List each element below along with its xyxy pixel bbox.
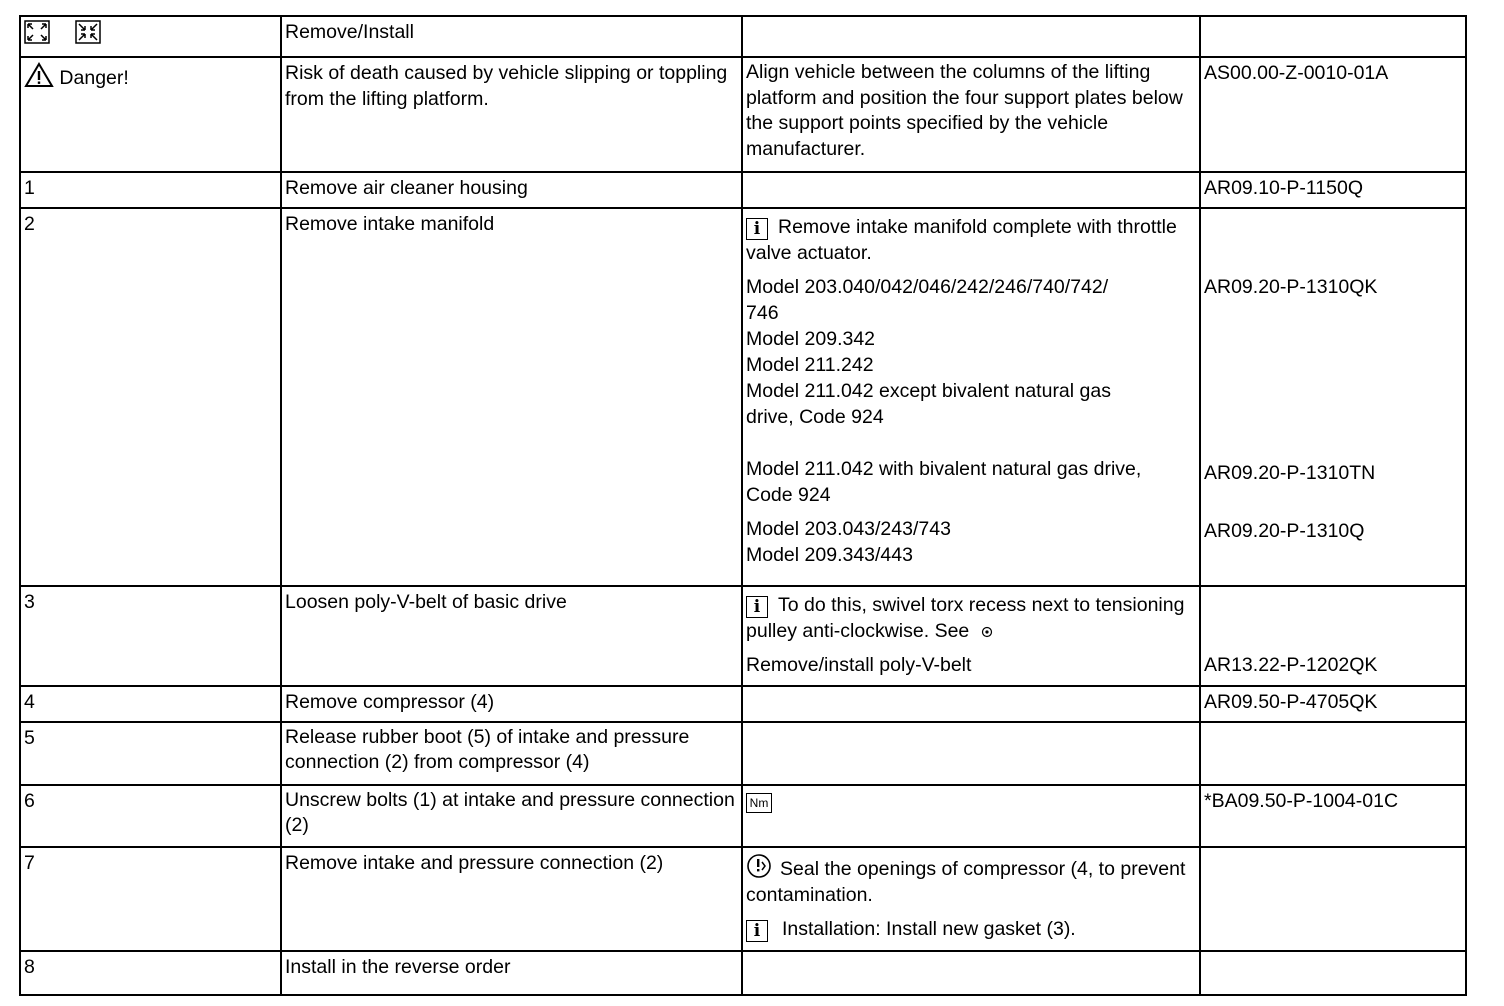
step-note	[742, 951, 1200, 995]
step-action: Unscrew bolts (1) at intake and pressure connection (2)	[281, 785, 742, 847]
model-line: drive, Code 924	[746, 406, 884, 428]
step-note	[742, 586, 1200, 686]
step-row	[20, 172, 1466, 208]
step-note	[742, 172, 1200, 208]
step-row	[20, 208, 1466, 586]
step-ref[interactable]: AR09.20-P-1310QK	[1204, 276, 1378, 298]
danger-ref[interactable]: AS00.00-Z-0010-01A	[1200, 57, 1466, 172]
procedure-table	[19, 15, 1467, 996]
model-line: Code 924	[746, 484, 831, 506]
step-ref	[1200, 722, 1466, 785]
info-icon: i	[746, 596, 768, 618]
step-number: 5	[20, 722, 281, 785]
link-icon	[981, 626, 993, 638]
step-row	[20, 586, 1466, 686]
step-action: Remove compressor (4)	[281, 686, 742, 722]
step-action: Remove intake manifold	[281, 208, 742, 586]
step-ref[interactable]: AR09.10-P-1150Q	[1200, 172, 1466, 208]
step-action: Remove intake and pressure connection (2)	[281, 847, 742, 951]
header-title: Remove/Install	[281, 16, 742, 57]
model-line: Model 209.342	[746, 328, 876, 350]
step-note	[742, 847, 1200, 951]
info-icon: i	[746, 920, 768, 942]
step-row	[20, 686, 1466, 722]
step-row	[20, 722, 1466, 785]
step-number: 6	[20, 785, 281, 847]
danger-risk: Risk of death caused by vehicle slipping or toppling from the lifting platform.	[281, 57, 742, 172]
danger-cell	[20, 57, 281, 172]
step-action: Install in the reverse order	[281, 951, 742, 995]
note-text: Remove intake manifold complete with throttle valve actuator.	[746, 216, 1177, 264]
step-ref-cell	[1200, 208, 1466, 586]
model-line: Model 203.043/243/743	[746, 518, 951, 540]
step-ref[interactable]: AR09.20-P-1310Q	[1204, 520, 1365, 542]
note-text: To do this, swivel torx recess next to tensioning pulley anti-clockwise. See	[746, 594, 1185, 642]
header-empty-cell	[1200, 16, 1466, 57]
step-note	[742, 785, 1200, 847]
step-ref	[1200, 951, 1466, 995]
header-icons-cell	[20, 16, 281, 57]
model-line: 746	[746, 302, 779, 324]
danger-label: Danger!	[59, 67, 129, 89]
step-action: Release rubber boot (5) of intake and pressure connection (2) from compressor (4)	[281, 722, 742, 785]
step-number: 3	[20, 586, 281, 686]
step-note	[742, 208, 1200, 586]
collapse-icon[interactable]	[75, 20, 101, 51]
seal-caution-icon	[746, 853, 772, 879]
danger-instruction: Align vehicle between the columns of the lifting platform and position the four support plates below the support points specified by the vehicle manufacturer.	[742, 57, 1200, 172]
model-line: Model 209.343/443	[746, 544, 913, 566]
step-ref-cell	[1200, 586, 1466, 686]
link-text[interactable]: Remove/install poly-V-belt	[746, 654, 972, 676]
step-number: 2	[20, 208, 281, 586]
step-row	[20, 847, 1466, 951]
step-row	[20, 785, 1466, 847]
model-line: Model 211.042 except bivalent natural gas	[746, 380, 1111, 402]
note-text: Seal the openings of compressor (4, to prevent contamination.	[746, 858, 1186, 906]
model-line: Model 211.042 with bivalent natural gas drive,	[746, 458, 1142, 480]
step-ref[interactable]: AR09.50-P-4705QK	[1200, 686, 1466, 722]
info-icon: i	[746, 218, 768, 240]
step-number: 4	[20, 686, 281, 722]
header-empty-cell	[742, 16, 1200, 57]
header-row	[20, 16, 1466, 57]
step-row	[20, 951, 1466, 995]
expand-icon[interactable]	[24, 20, 50, 51]
step-action: Remove air cleaner housing	[281, 172, 742, 208]
step-note	[742, 686, 1200, 722]
step-ref[interactable]: *BA09.50-P-1004-01C	[1200, 785, 1466, 847]
danger-row	[20, 57, 1466, 172]
step-action: Loosen poly-V-belt of basic drive	[281, 586, 742, 686]
step-number: 7	[20, 847, 281, 951]
step-ref[interactable]: AR13.22-P-1202QK	[1204, 654, 1378, 676]
step-ref	[1200, 847, 1466, 951]
torque-nm-icon[interactable]: Nm	[746, 793, 772, 813]
model-line: Model 211.242	[746, 354, 874, 376]
note-text: Installation: Install new gasket (3).	[782, 918, 1076, 940]
step-number: 8	[20, 951, 281, 995]
step-note	[742, 722, 1200, 785]
step-number: 1	[20, 172, 281, 208]
model-line: Model 203.040/042/046/242/246/740/742/	[746, 276, 1109, 298]
warning-icon	[24, 62, 54, 88]
step-ref[interactable]: AR09.20-P-1310TN	[1204, 462, 1376, 484]
